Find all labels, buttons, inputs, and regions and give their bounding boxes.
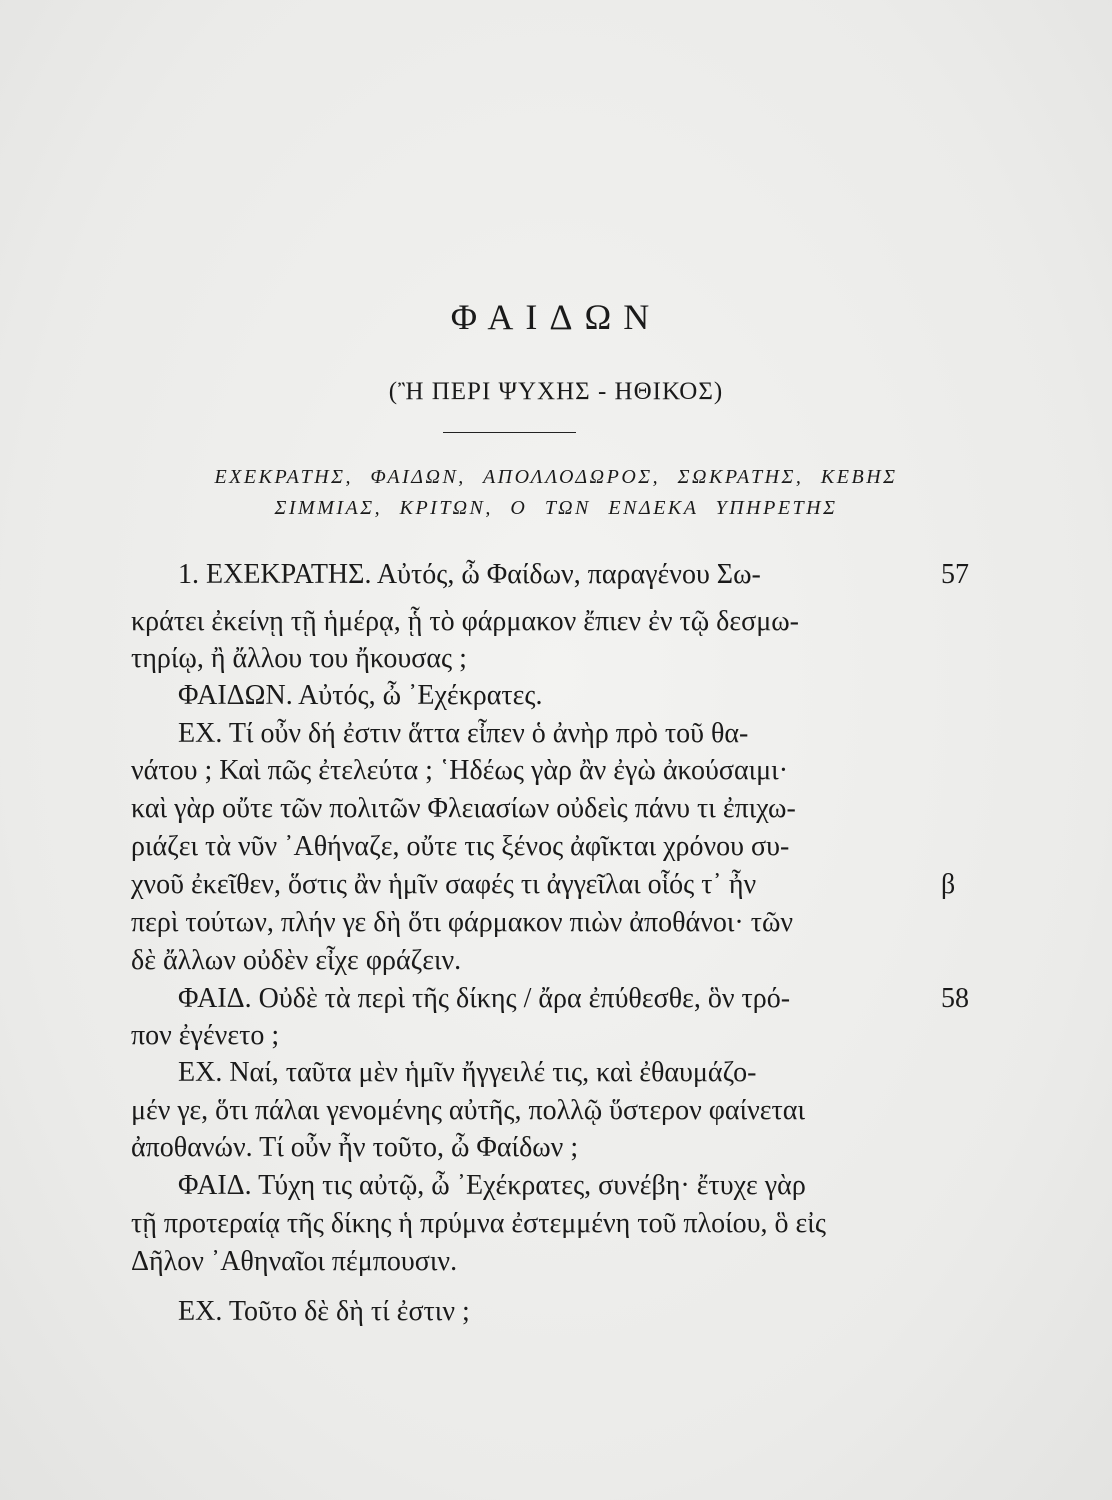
stephanus-marker: 58 (941, 983, 969, 1014)
text-line: ΦΑΙΔ. Οὐδὲ τὰ περὶ τῆς δίκης / ἄρα ἐπύθεσθε, ὃν τρό- (178, 983, 791, 1014)
text-line: 1. ΕΧΕΚΡΑΤΗΣ. Αὐτός, ὦ Φαίδων, παραγένου Σω- (178, 559, 761, 590)
text-line: ριάζει τὰ νῦν ᾿Αθήναζε, οὔτε τις ξένος ἀφῖκται χρόνου συ- (131, 831, 790, 862)
dramatis-personae-line-1: ΕΧΕΚΡΑΤΗΣ, ΦΑΙΔΩΝ, ΑΠΟΛΛΟΔΩΡΟΣ, ΣΩΚΡΑΤΗΣ, ΚΕΒΗΣ (214, 466, 898, 488)
text-line: δὲ ἄλλων οὐδὲν εἶχε φράζειν. (131, 945, 462, 976)
text-line: περὶ τούτων, πλήν γε δὴ ὅτι φάρμακον πιὼν ἀποθάνοι· τῶν (131, 907, 794, 938)
text-line: Δῆλον ᾿Αθηναῖοι πέμπουσιν. (131, 1246, 458, 1277)
text-line: καὶ γὰρ οὔτε τῶν πολιτῶν Φλειασίων οὐδεὶς πάνυ τι ἐπιχω- (131, 793, 796, 824)
dialogue-subtitle: (Ἢ ΠΕΡΙ ΨΥΧΗΣ - ΗΘΙΚΟΣ) (388, 378, 724, 405)
text-line: κράτει ἐκείνῃ τῇ ἡμέρᾳ, ᾗ τὸ φάρμακον ἔπιεν ἐν τῷ δεσμω- (131, 606, 799, 637)
text-line: τηρίῳ, ἢ ἄλλου του ἤκουσας ; (131, 643, 467, 674)
text-line: τῇ προτεραίᾳ τῆς δίκης ἡ πρύμνα ἐστεμμένη τοῦ πλοίου, ὃ εἰς (131, 1208, 826, 1239)
text-line: νάτου ; Καὶ πῶς ἐτελεύτα ; ῾Ηδέως γὰρ ἂν ἐγὼ ἀκούσαιμι· (131, 755, 789, 786)
text-line: ΕΧ. Ναί, ταῦτα μὲν ἡμῖν ἤγγειλέ τις, καὶ ἐθαυμάζο- (178, 1057, 757, 1088)
text-line: ἀποθανών. Τί οὖν ἦν τοῦτο, ὦ Φαίδων ; (131, 1132, 579, 1163)
dialogue-title: ΦΑΙΔΩΝ (450, 297, 662, 337)
dramatis-personae-line-2: ΣΙΜΜΙΑΣ, ΚΡΙΤΩΝ, Ο ΤΩΝ ΕΝΔΕΚΑ ΥΠΗΡΕΤΗΣ (274, 497, 838, 519)
text-line: ΦΑΙΔΩΝ. Αὐτός, ὦ ᾿Εχέκρατες. (178, 680, 543, 711)
text-line: ΦΑΙΔ. Τύχη τις αὐτῷ, ὦ ᾿Εχέκρατες, συνέβη· ἔτυχε γὰρ (178, 1170, 806, 1201)
text-line: ΕΧ. Τί οὖν δή ἐστιν ἅττα εἶπεν ὁ ἀνὴρ πρὸ τοῦ θα- (178, 718, 749, 749)
stephanus-marker: 57 (941, 559, 969, 590)
text-line: μέν γε, ὅτι πάλαι γενομένης αὐτῆς, πολλῷ ὕστερον φαίνεται (131, 1095, 805, 1126)
text-line: ΕΧ. Τοῦτο δὲ δὴ τί ἐστιν ; (178, 1296, 470, 1327)
stephanus-section-marker: β (941, 869, 956, 900)
text-line: πον ἐγένετο ; (131, 1020, 280, 1051)
title-rule (443, 432, 576, 433)
text-line: χνοῦ ἐκεῖθεν, ὅστις ἂν ἡμῖν σαφές τι ἀγγεῖλαι οἷός τ᾿ ἦν (131, 869, 757, 900)
